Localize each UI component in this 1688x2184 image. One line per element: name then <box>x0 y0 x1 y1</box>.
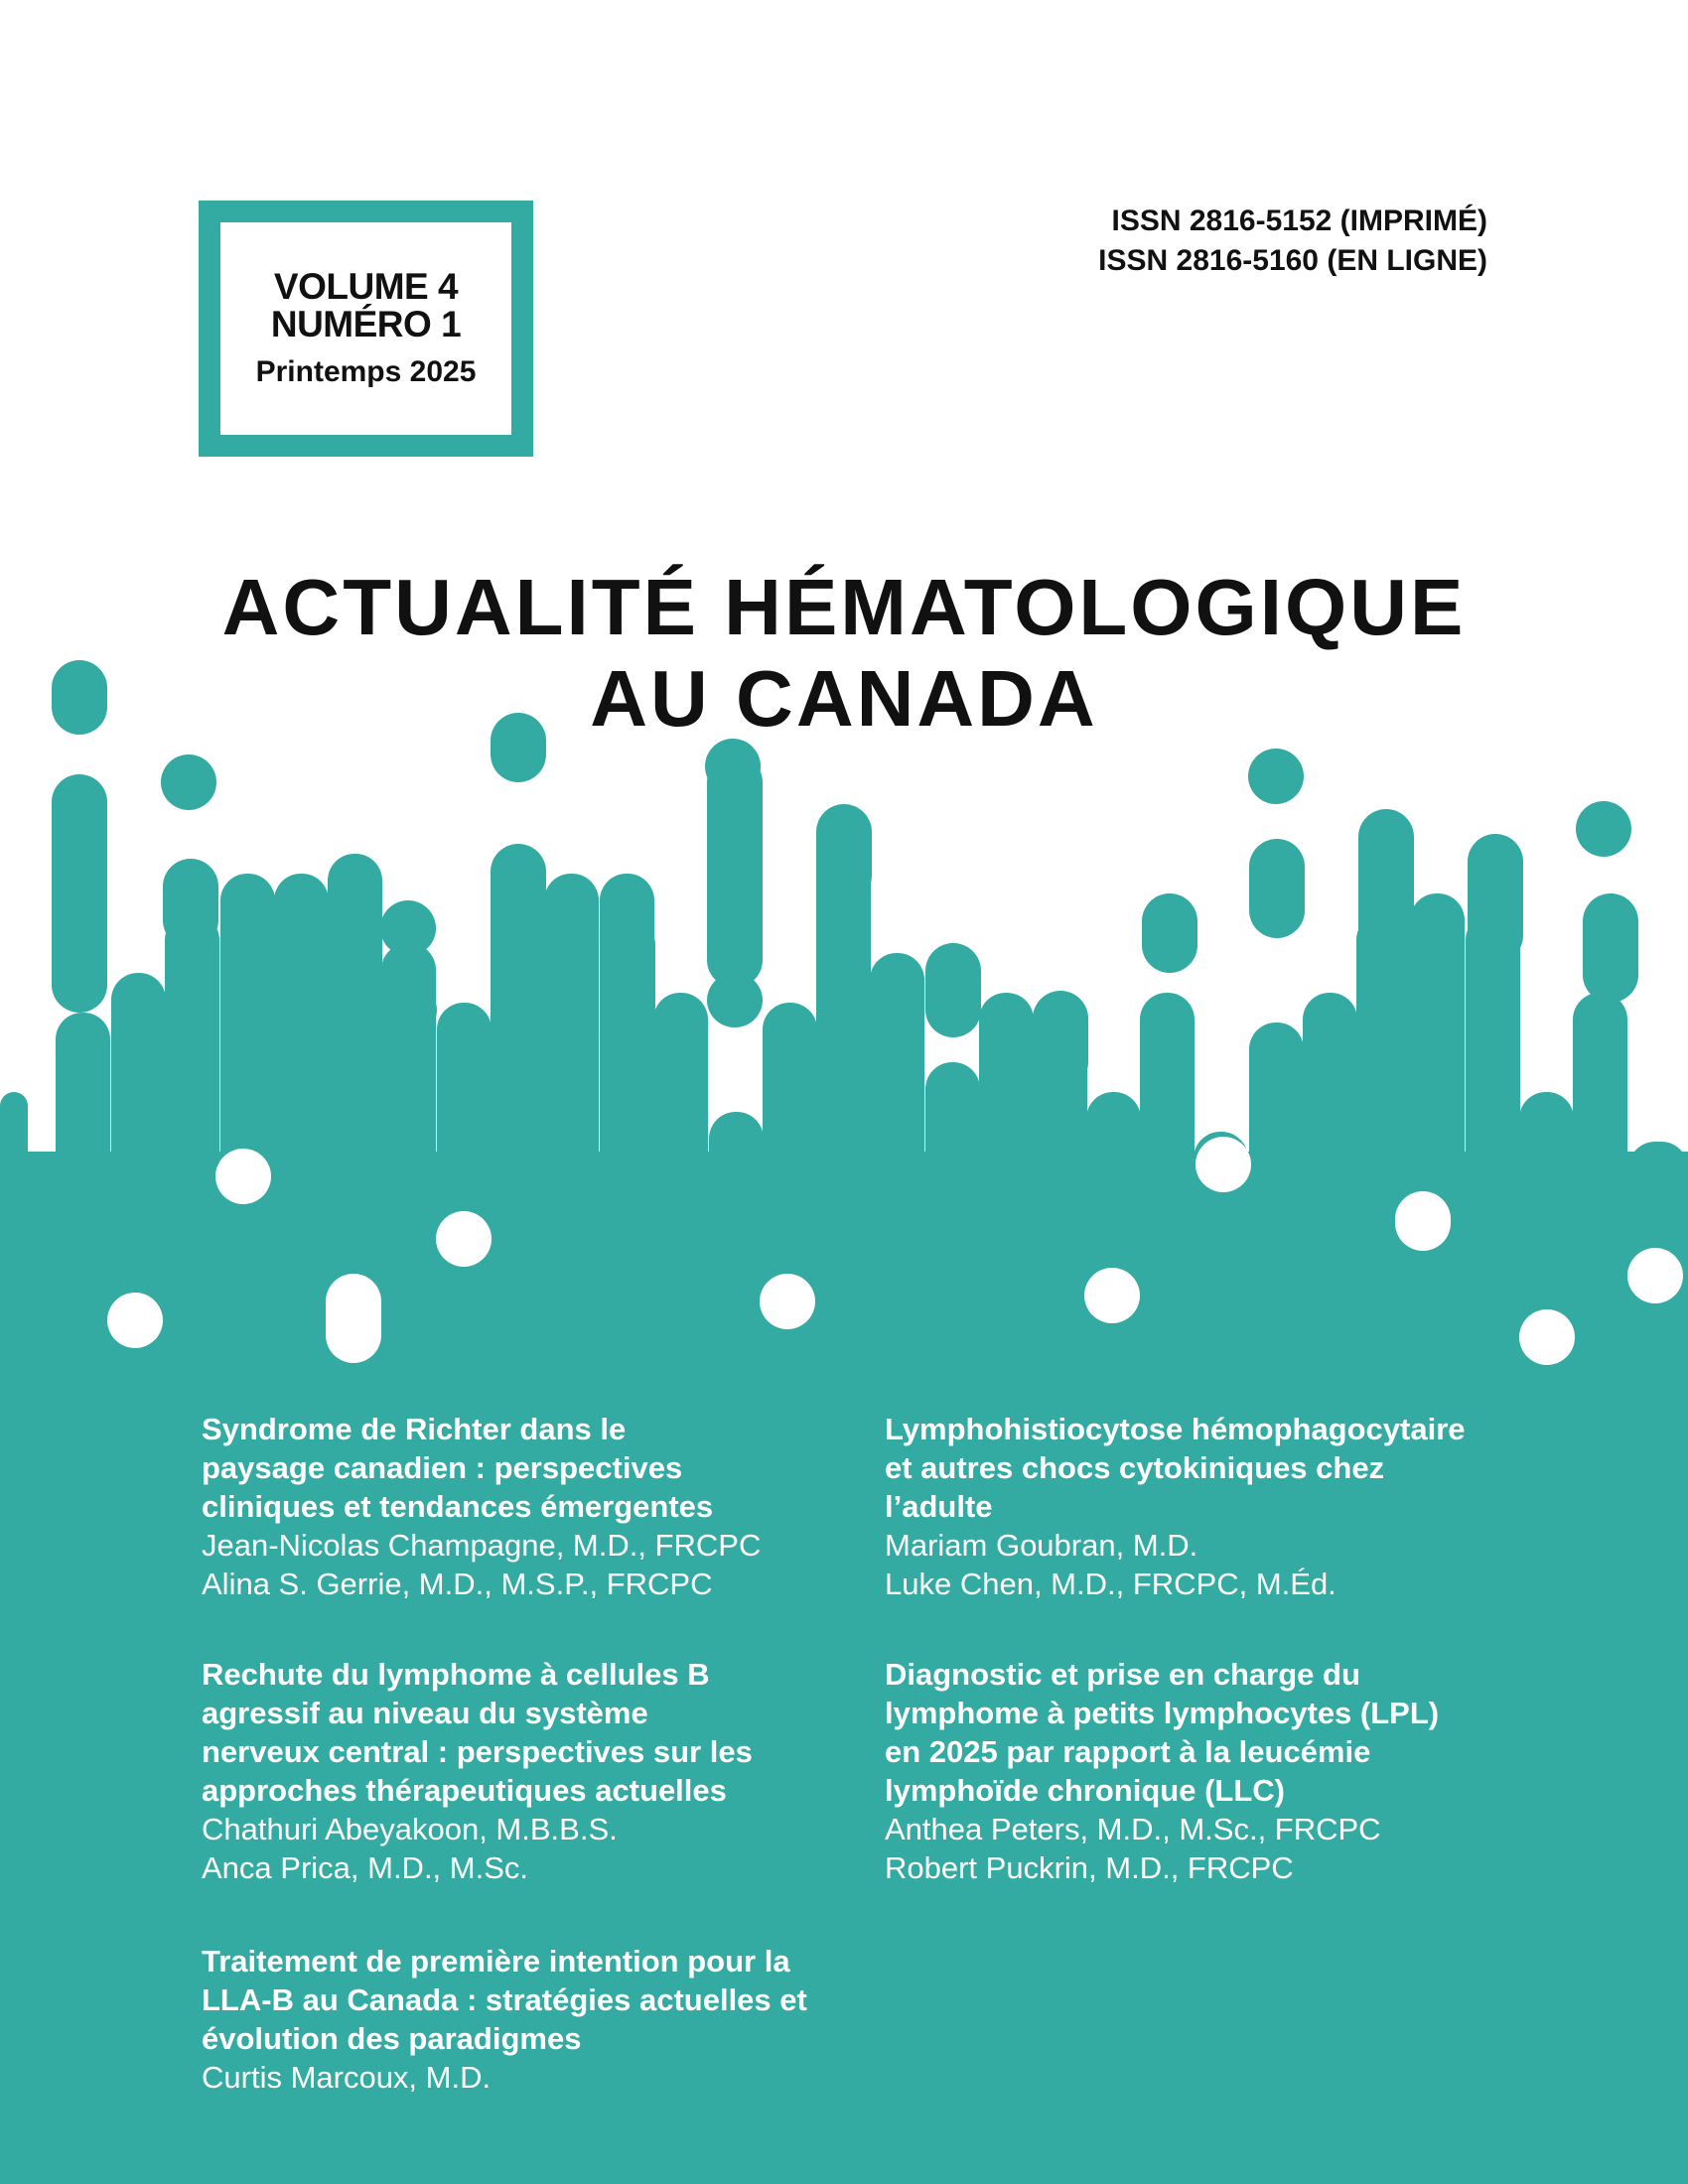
article-lpl-llc[interactable] <box>885 1655 1560 1887</box>
article-author: Alina S. Gerrie, M.D., M.S.P., FRCPC <box>202 1567 713 1601</box>
article-title: paysage canadien : perspectives <box>202 1450 683 1485</box>
issn-print: ISSN 2816-5152 (IMPRIMÉ) <box>1111 205 1487 237</box>
article-title: Syndrome de Richter dans le <box>202 1412 627 1446</box>
journal-title-line-2: AU CANADA <box>590 654 1098 743</box>
article-author: Luke Chen, M.D., FRCPC, M.Éd. <box>885 1567 1336 1601</box>
article-title: cliniques et tendances émergentes <box>202 1489 714 1524</box>
volume-label: VOLUME 4 <box>273 266 459 307</box>
article-author: Robert Puckrin, M.D., FRCPC <box>885 1850 1294 1885</box>
article-title: en 2025 par rapport à la leucémie <box>885 1734 1371 1769</box>
article-author: Jean-Nicolas Champagne, M.D., FRCPC <box>202 1528 762 1563</box>
article-title: Rechute du lymphome à cellules B <box>202 1657 710 1692</box>
article-author: Curtis Marcoux, M.D. <box>202 2060 492 2095</box>
season-label: Printemps 2025 <box>255 355 477 388</box>
article-cns-lymphoma[interactable] <box>202 1655 877 1887</box>
article-author: Chathuri Abeyakoon, M.B.B.S. <box>202 1812 618 1846</box>
article-author: Anca Prica, M.D., M.Sc. <box>202 1850 529 1885</box>
issn-online: ISSN 2816-5160 (EN LIGNE) <box>1098 244 1487 277</box>
article-title: agressif au niveau du système <box>202 1696 648 1730</box>
article-author: Anthea Peters, M.D., M.Sc., FRCPC <box>885 1812 1381 1846</box>
article-title: nerveux central : perspectives sur les <box>202 1734 753 1769</box>
article-title: approches thérapeutiques actuelles <box>202 1773 727 1808</box>
journal-title-line-1: ACTUALITÉ HÉMATOLOGIQUE <box>221 563 1467 651</box>
article-title: Traitement de première intention pour la <box>202 1944 790 1979</box>
article-title: lymphoïde chronique (LLC) <box>885 1773 1285 1808</box>
issue-number-label: NUMÉRO 1 <box>270 304 462 344</box>
article-hlh[interactable] <box>885 1410 1560 1603</box>
article-title: et autres chocs cytokiniques chez <box>885 1450 1385 1485</box>
article-title: LLA-B au Canada : stratégies actuelles et <box>202 1982 807 2017</box>
article-richter[interactable] <box>202 1410 877 1603</box>
article-title: l’adulte <box>885 1489 993 1524</box>
article-title: évolution des paradigmes <box>202 2021 582 2056</box>
article-title: Diagnostic et prise en charge du <box>885 1657 1360 1692</box>
article-author: Mariam Goubran, M.D. <box>885 1528 1198 1563</box>
article-title: lymphome à petits lymphocytes (LPL) <box>885 1696 1440 1730</box>
article-lla-b[interactable] <box>202 1942 877 2097</box>
article-title: Lymphohistiocytose hémophagocytaire <box>885 1412 1466 1446</box>
